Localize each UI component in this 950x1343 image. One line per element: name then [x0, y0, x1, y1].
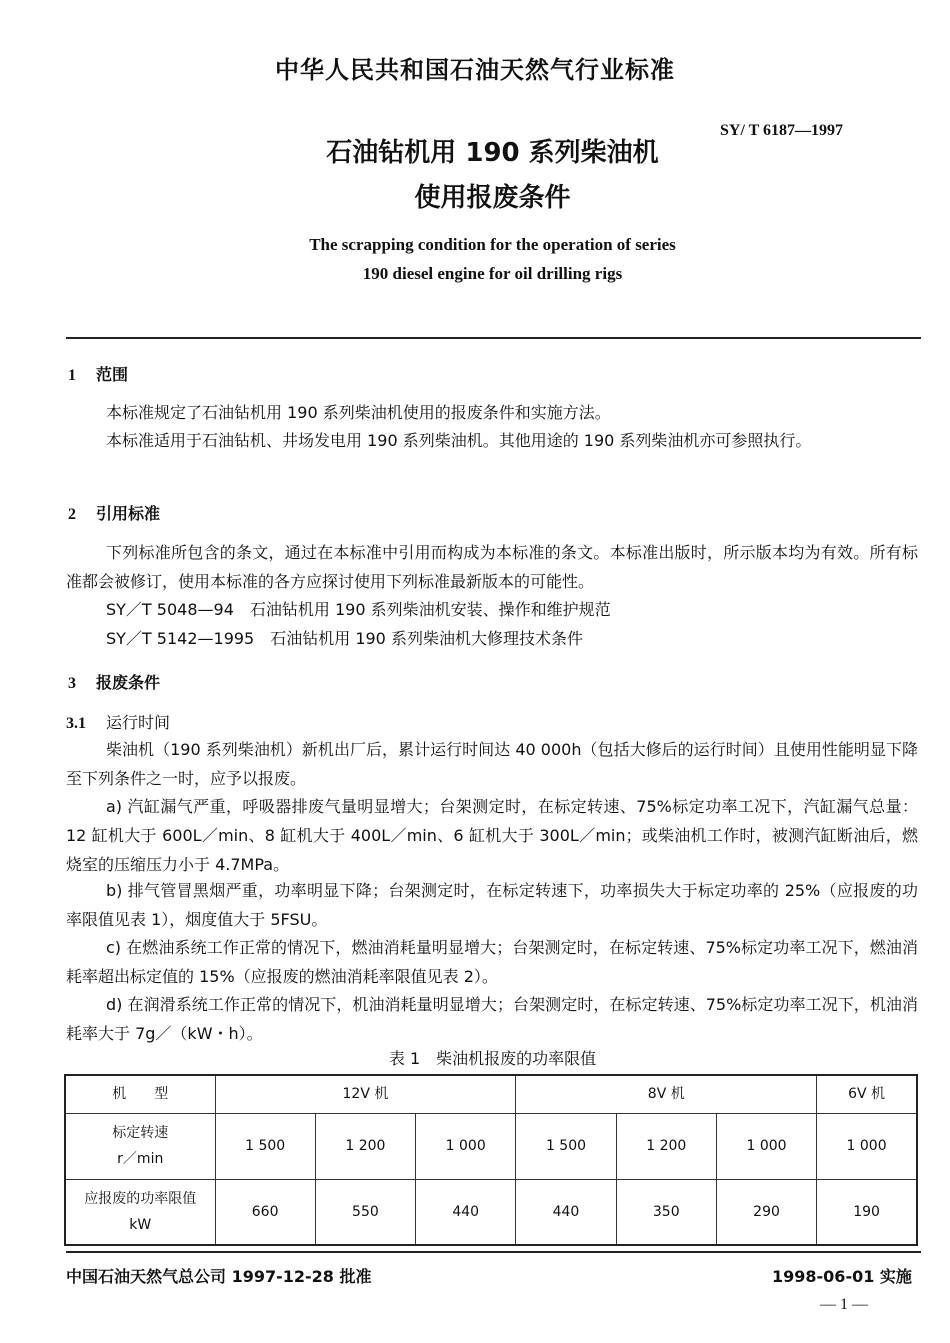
table-cell: 1 200 — [315, 1113, 415, 1179]
table-cell: 350 — [616, 1179, 716, 1245]
header-cell-6v: 6V 机 — [817, 1075, 917, 1113]
reference-standard-1: SY／T 5048—94 石油钻机用 190 系列柴油机安装、操作和维护规范 — [106, 600, 611, 619]
section-2-heading — [68, 501, 160, 524]
table-cell: 1 000 — [817, 1113, 917, 1179]
table-cell: 1 000 — [716, 1113, 816, 1179]
header-cell-model: 机 型 — [65, 1075, 215, 1113]
condition-d: d) 在润滑系统工作正常的情况下，机油消耗量明显增大；台架测定时，在标定转速、75%标定功率工况下，机油消耗率大于 7g／（kW・h）。 — [66, 995, 918, 1043]
condition-a: a) 汽缸漏气严重，呼吸器排废气量明显增大；台架测定时，在标定转速、75%标定功率工况下，汽缸漏气总量：12 缸机大于 600L／min、8 缸机大于 400L／min、6 缸机大于 300L／min；或柴油机工作时，被测汽缸断油后，燃烧室的压缩压力小于 4.7MPa。 — [66, 797, 918, 874]
subsection-3-1-heading — [66, 710, 170, 733]
subsection-title: 运行时间 — [106, 713, 171, 732]
section-title: 范围 — [96, 365, 129, 384]
table-header-row — [65, 1075, 917, 1113]
section-2-para-1: 下列标准所包含的条文，通过在本标准中引用而构成为本标准的条文。本标准出版时，所示版本均为有效。所有标准都会被修订，使用本标准的各方应探讨使用下列标准最新版本的可能性。 — [66, 543, 918, 591]
section-3-para-1: 柴油机（190 系列柴油机）新机出厂后，累计运行时间达 40 000h（包括大修后的运行时间）且使用性能明显下降至下列条件之一时，应予以报废。 — [66, 740, 918, 788]
section-number: 2 — [68, 506, 76, 523]
row-label-unit: kW — [129, 1216, 152, 1233]
table-row — [65, 1113, 917, 1179]
table-cell: 1 500 — [516, 1113, 616, 1179]
approval-line: 中国石油天然气总公司 1997-12-28 批准 — [66, 1267, 372, 1286]
table-cell: 1 200 — [616, 1113, 716, 1179]
header-cell-8v: 8V 机 — [516, 1075, 817, 1113]
table-cell: 1 500 — [215, 1113, 315, 1179]
reference-standard-2: SY／T 5142—1995 石油钻机用 190 系列柴油机大修理技术条件 — [106, 629, 583, 648]
table-cell: 190 — [817, 1179, 917, 1245]
row-label-line: 标定转速 — [112, 1125, 169, 1141]
title-cn-line1: 石油钻机用 190 系列柴油机 — [326, 138, 659, 168]
section-1-heading — [68, 362, 128, 385]
row-label-line: 应报废的功率限值 — [84, 1190, 197, 1207]
section-1-para-1: 本标准规定了石油钻机用 190 系列柴油机使用的报废条件和实施方法。 — [106, 403, 611, 422]
section-number: 1 — [68, 367, 76, 384]
header-divider — [66, 337, 921, 339]
condition-b: b) 排气管冒黑烟严重，功率明显下降；台架测定时，在标定转速下，功率损失大于标定功率的 25%（应报废的功率限值见表 1），烟度值大于 5FSU。 — [66, 881, 918, 929]
page-number: — 1 — — [820, 1296, 868, 1313]
row-label-speed — [65, 1113, 215, 1179]
section-title: 引用标准 — [96, 504, 161, 523]
standard-number: SY/ T 6187—1997 — [720, 122, 843, 139]
table-cell: 290 — [716, 1179, 816, 1245]
section-3-heading — [68, 670, 160, 693]
issuing-body-header: 中华人民共和国石油天然气行业标准 — [275, 56, 675, 84]
power-limit-table — [64, 1074, 918, 1246]
table-cell: 1 000 — [416, 1113, 516, 1179]
table-cell: 660 — [215, 1179, 315, 1245]
title-cn-line2: 使用报废条件 — [414, 183, 571, 213]
subsection-number: 3.1 — [66, 715, 86, 732]
row-label-power-limit — [65, 1179, 215, 1245]
table-cell: 440 — [416, 1179, 516, 1245]
table-row — [65, 1179, 917, 1245]
section-number: 3 — [68, 675, 76, 692]
section-title: 报废条件 — [96, 673, 161, 692]
title-en-line1: The scrapping condition for the operation of series — [309, 235, 676, 254]
section-1-para-2: 本标准适用于石油钻机、井场发电用 190 系列柴油机。其他用途的 190 系列柴油机亦可参照执行。 — [106, 431, 812, 450]
table-cell: 550 — [315, 1179, 415, 1245]
effective-date: 1998-06-01 实施 — [772, 1267, 912, 1286]
table-1-caption: 表 1 柴油机报废的功率限值 — [388, 1049, 597, 1068]
title-en-line2: 190 diesel engine for oil drilling rigs — [362, 264, 623, 283]
footer-divider — [66, 1251, 921, 1253]
header-cell-12v: 12V 机 — [215, 1075, 516, 1113]
condition-c: c) 在燃油系统工作正常的情况下，燃油消耗量明显增大；台架测定时，在标定转速、75%标定功率工况下，燃油消耗率超出标定值的 15%（应报废的燃油消耗率限值见表 2）。 — [66, 938, 918, 986]
table-cell: 440 — [516, 1179, 616, 1245]
row-label-unit: r／min — [117, 1151, 164, 1167]
